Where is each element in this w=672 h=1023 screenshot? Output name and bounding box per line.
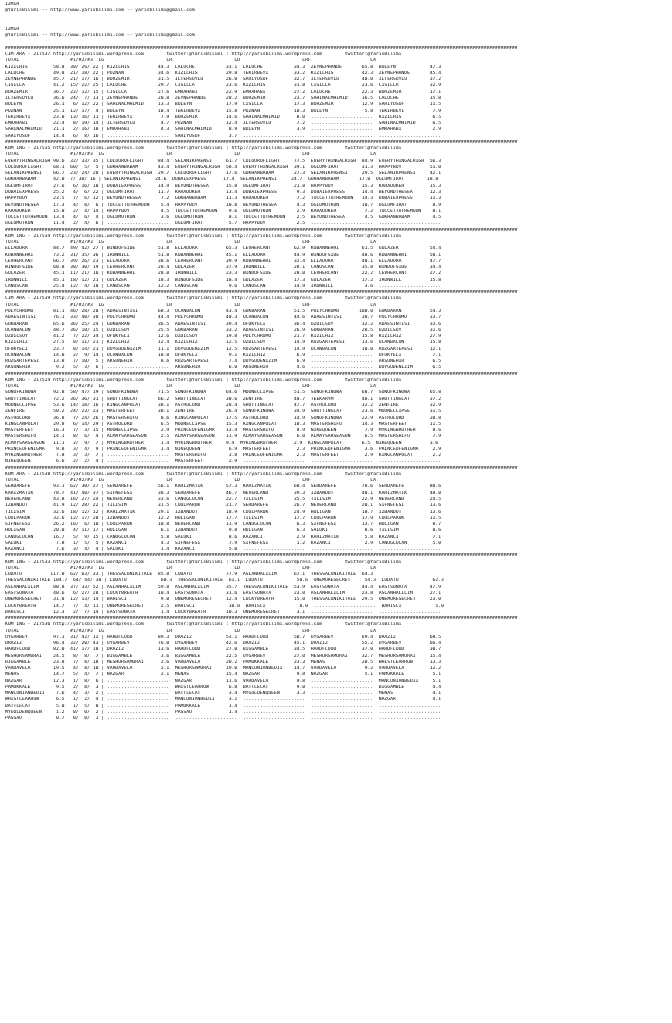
table-row: ILTERSOYLU 36.6 24/ 7/ 13 | ZEYNEPHANDE 20.8 ZEYNEPHANDE 20.2 BORZEMIR 23.7 SAHINALMHIMID 16.5 LALUCHE 15.8 — [5, 95, 442, 101]
table-row: TOCCETTOTHEMOON 13.4 4/ 6/ 4 | OGLUMUTKUN 3.6 OGLUMUTKUN 8.1 TOCCETTOTHEMOON 2.5 BEYONDTHESEA 4.5 GOKHANBABAM 4.5 — [5, 215, 442, 221]
race-header: KUM ING - 217533 http://yarisbilimi.wordpress.com twitter:@YarisBilimi : http://yarisbilimi.wordpress.com twitter:@YarisBilimi — [5, 559, 402, 565]
table-row: MOONECLIPSE 53.6 14/ 18/ 16 | KINGCANPOLAT 38.1 ASTROLORD 28.4 SHOTTINGCAT 47.7 ASTROLORD 32.2 ZENFIRE 32.9 — [5, 403, 442, 408]
table-row: SALUKI 7.8 1/ 5/ 5 | KAZANCI 4.3 SIFNEFESI 7.9 SIFNEFESI 1.2 KAZANCI 2.9 CANOGLUCAN 5.0 — [5, 540, 442, 546]
table-row: SAHINALMHIMID 21.1 2/ 16/ 10 | EMRAHABI 4.3 SAHINALMHIMID 8.9 BOLEYN 3.9 ...................... EMRAHABI 2.9 — [5, 127, 442, 133]
table-row: ONEMORESECRET 31.0 12/ 13/ 14 | BAHISCI 9.0 ONEMORESECRET 12.4 LUCKYBREATH 15.0 THESSALONIKITALE 29.5 ONEMORESECRET 23.0 — [5, 597, 442, 603]
column-header-row: TOTAL #1/#2/#3 LG LR LD LRF LA — [5, 58, 376, 64]
table-row: PAMUKKALE 9.5 2/ 8/ 3 | ...................... WHISTLEARROW 6.8 BATTLECAT 9.0 ...................... BIGGAMBLE 4.4 — [5, 684, 442, 690]
column-header-row: TOTAL #1/#2/#3 LG LR LD LRF LA — [5, 384, 376, 390]
column-header-row: TOTAL #1/#2/#3 LG LR LD LRF LA — [5, 240, 376, 246]
table-row: GOKBARAN 65.6 36/ 25/ 24 | GOKBARAN 36.5 ADAESINTISI 39.4 UFUKYELI 36.4 OZDILSOY 32.2 ADAESINTISI 33.6 — [5, 321, 442, 327]
table-row: WHISTLEARROW 6.5 1/ 2/ 4 | ...................... MANCUNIANBEDII 3.1 ...................... ...................... NAZGAR 4.1 — [5, 697, 442, 703]
table-row: DUBAIEXPRESS 25.2 4/ 6/ 22 | OGLUMFIRAT 11.7 KARADOKER 13.4 DUBAIEXPRESS 9.3 DUBAIEXPRESS 14.4 BEYONDTHESEA 12.3 — [5, 189, 442, 195]
section-divider: ##################################################################################################################################################################################### — [5, 616, 518, 622]
table-row: EVERYTHINGALRIGH 90.6 32/ 33/ 35 | COLOUROFLIGHT 84.4 SELANIKPRENSI 61.7 COLOUROFLIGHT 77.5 EVERYTHINGALRIGH 84.9 EVERYTHINGALRIGH 56.3 — [5, 158, 442, 164]
table-row: MANCUNIANBEDII 7.6 4/ 3/ 2 | ...................... BATTLECAT 3.4 MYGOLDENQUEEN 3.3 ...................... MENAS 4.1 — [5, 691, 442, 697]
table-row: BIGGAMBLE 23.8 7/ 8/ 18 | MESHURSAMURAI 2.6 VARDAVELA 20.2 PAMUKKALE 23.3 MENAS 20.5 WHISTLEARROW 13.3 — [5, 659, 442, 665]
table-row: MENAS 14.7 5/ 4/ 7 | NAZGAR 2.1 MENAS 15.4 NAZGAR 9.8 NAZGAR 5.1 PAMUKKALE 5.1 — [5, 672, 442, 678]
section-divider: ##################################################################################################################################################################################### — [5, 45, 518, 51]
section-divider: ##################################################################################################################################################################################### — [5, 290, 518, 296]
column-header-row: TOTAL #1/#2/#3 LG LR LD LRF LA — [5, 152, 376, 158]
table-row: MASTERSHIFU 14.1 8/ 6/ 4 | ALMAYSARSEASON 2.5 ALMAYSARSEASON 11.9 ALMAYSARSEASON 6.0 ALMAYSARSEASON 6.5 MASTERSHIFU 7.9 — [5, 434, 442, 440]
table-row: MASTERFEET 16.3 7/ 3/ 15 | MOONECLIPSE 2.9 PRINCEOFENIGMA 13.4 MASTERSHIFU 8.9 NIKEQUEEN 7.9 MYKINGBROTHER 8.6 — [5, 428, 442, 434]
section-divider: ##################################################################################################################################################################################### — [5, 553, 518, 559]
table-row: COLOUROFLIGHT 68.1 60/ 5/ 5 | GOKHANBABAM 43.4 EVERYTHINGALRIGH 58.4 EVERYTHINGALRIGH 39.1 OGLUMFIRAT 31.3 HAPPYBOY 51.0 — [5, 164, 442, 170]
table-row: KOBANNEHRI 73.2 31/ 35/ 36 | IRONWILL 51.8 KOBANNEHRI 45.1 ELLADORA 44.9 WINDOFSIDE 48.6 KOBANNEHRI 50.1 — [5, 252, 442, 258]
table-row: CISILLA 41.2 15/ 22/ 25 | LALUCHE 29.7 CISILLA 23.6 KIZILHIS 31.8 CISILLA 23.6 CISILLA 32.9 — [5, 83, 442, 89]
table-row: MYGOLDENQUEEN 1.2 0/ 0/ 2 | ...................... PASSAU 1.4 ...................... ...................... ...................... — [5, 710, 442, 716]
table-row: OGLUMFIRAT 27.6 6/ 16/ 10 | DUBAIEXPRESS 14.9 BEYONDTHESEA 15.8 OGLUMFIRAT 21.8 HAPPYBOY 15.3 KARADOKER 15.3 — [5, 183, 442, 189]
race-header: KUM ING - 217524 http://yarisbilimi.wordpress.com twitter:@YarisBilimi : http://yarisbilimi.wordpress.com twitter:@YarisBilimi — [5, 377, 402, 383]
table-row: SONOFKINOWA 92.8 58/ 47/ 19 | SONOFKINOWA 71.5 SONOFKINOWA 64.6 MOONECLIPSE 51.5 SONOFKINOWA 68.7 SONOFKINOWA 65.8 — [5, 390, 442, 396]
table-row: OGLUMUTKUN 11.4 2/ 4/ 6 | ...................... OGLUMFIRAT 5.7 HAPPYBOY 2.5 ...................... ...................... — [5, 221, 442, 227]
race-header: KUM ING - 217535 http://yarisbilimi.wordpress.com twitter:@YarisBilimi : http://yarisbilimi.wordpress.com twitter:@YarisBilimi — [5, 146, 402, 152]
table-row: NAZGAR 12.3 1/ 8/ 6 | ...................... NAZGAR 11.6 VARDAVELA 9.8 ...................... MANCUNIANBEDII 5.1 — [5, 678, 442, 684]
table-row: KIZILHIZ 27.5 8/ 11/ 21 | KIZILHIZ 12.4 KIZILHIZ 12.5 OZDILSOY 14.9 RUZGARTEPESI 13.6 UCANBALON 15.8 — [5, 340, 442, 346]
column-header-row: TOTAL #1/#2/#3 LG LR LD LRF LA — [5, 478, 376, 484]
table-row: IZBANDOT 41.9 12/ 28/ 22 | TILISIM 31.5 COOLPARUK 21.7 SERDAREFE 26.7 NEVERLAND 20.1 SIFNEFESI 13.6 — [5, 503, 442, 509]
table-row: BEYONDTHESEA 17.3 4/ 8/ 6 | TOCCETTOTHEMOON 5.4 HAPPYBOY 10.8 BEYONDTHESEA 4.3 OGLUMUTKUN 10.7 OGLUMFIRAT 8.9 — [5, 202, 442, 208]
table-row: BORZEMIR 36.7 22/ 12/ 15 | CISILLA 27.6 EMRAHABI 22.9 EMRAHABI 27.2 LALUCHE 22.3 BORZEMIR 17.1 — [5, 89, 442, 95]
city-title: IZMIR — [5, 27, 20, 33]
table-row: ELLADORA 84.7 49/ 42/ 27 | WINDOFSIDE 51.8 ELLADORA 65.3 CEVHERCANT 62.9 KOBANNEHRI 61.5 GULAZER 54.4 — [5, 246, 442, 252]
table-row: POZNAN 25.1 12/ 17/ 4 | BOLEYN 10.4 TEKIRBEYI 15.8 POZNAN 10.3 BOLEYN 5.8 TEKIRBEYI 7.9 — [5, 108, 442, 114]
column-header-row: TOTAL #1/#2/#3 LG LR LD LRF LA — [5, 628, 376, 634]
table-row: CANOGLUCAN 16.7 5/ 9/ 15 | CANOGLUCAN 5.8 SALUKI 8.6 KAZANCI 2.9 KARIZMATIK 5.8 KAZANCI 7.1 — [5, 534, 442, 540]
table-row: SHOTTINGCAT 72.2 36/ 36/ 31 | SHOTTINGCAT 66.2 SHOTTINGCAT 30.6 ZENFIRE 48.7 TEEKARYM 40.1 SHOTTINGCAT 37.2 — [5, 396, 442, 402]
column-header-row: TOTAL #1/#2/#3 LG LR LD LRF LA — [5, 302, 376, 308]
table-row: ADAESINTISI 76.1 33/ 40/ 30 | POLYCHROMO 44.4 POLYCHROMO 40.3 UCANBALON 44.6 ADAESINTISI 38.7 POLYCHROMO 33.7 — [5, 315, 442, 321]
table-row: WINDOFSIDE 60.8 30/ 30/ 19 | CEVHERCANT 28.4 GULAZER 37.9 IRONWILL 28.1 CANOSCAN 35.8 WINDOFSIDE 34.4 — [5, 265, 442, 271]
table-row: SIFNEFESI 26.2 16/ 6/ 10 | COOLPARUK 10.8 NEVERLAND 11.9 CANOGLUCAN 6.3 SIFNEFESI 13.7 HOLIGAN 8.7 — [5, 522, 442, 528]
table-row: GULAZER 45.1 11/ 21/ 16 | KOBANNEHRI 28.0 IRONWILL 23.3 WINDOFSIDE 28.0 CEVHERCANT 22.2 CEVHERCANT 27.2 — [5, 271, 442, 277]
table-row: ASLANHALILIM 80.8 37/ 33/ 52 | ASLANHALILIM 59.8 ASLANHALILIM 35.7 THESSALONIKITALE 53.9 EASTSONATA 44.4 EASTSONATA 47.9 — [5, 584, 442, 590]
table-row: SERDAREFE 93.1 62/ 30/ 27 | SERDAREFE 56.1 KARIZMATIK 57.3 KARIZMATIK 68.4 SERDAREFE 78.6 SERDAREFE 88.6 — [5, 484, 442, 490]
table-row: IRONWILL 45.1 18/ 12/ 21 | GULAZER 18.3 WINDOFSIDE 18.4 GULAZER 17.3 GULAZER 17.2 IRONWILL 15.8 — [5, 277, 442, 283]
table-row: PASSAU 0.7 0/ 0/ 1 | ...................... ...................... ...................... ...................... ...................... — [5, 716, 442, 722]
table-row: THESSALONIKITALE 104.7 64/ 44/ 38 | LODATO 60.3 THESSALONIKITALE 61.1 LODATO 58.6 ONEMORESECRET 54.3 LODATO 62.3 — [5, 578, 444, 584]
table-row: NIKEQUEEN 6.6 2/ 2/ 4 | ...................... MASTERFEET 2.9 ...................... ...................... ...................... — [5, 459, 442, 465]
table-row: CEVHERCANT 66.7 39/ 26/ 23 | ELLADORA 38.6 CEVHERCANT 39.9 KOBANNEHRI 32.4 ELLADORA 40.1 ELLADORA 47.7 — [5, 258, 442, 264]
table-row: POLYCHROMO 81.1 46/ 28/ 20 | ADAESINTISI 68.3 UCANBALON 43.4 GOKBARAN 51.5 POLYCHROMO 100.0 GOKBARAN 54.3 — [5, 309, 442, 315]
table-row: LODATO 117.0 62/ 63/ 33 | THESSALONIKITALE 85.8 LODATO 77.9 ASLANHALILIM 67.1 THESSALONIKITALE 64.3 — [5, 572, 374, 578]
section-divider: ##################################################################################################################################################################################### — [5, 371, 518, 377]
table-row: MESHURSAMURAI 24.5 8/ 8/ 7 | BIGGAMBLE 3.6 BIGGAMBLE 22.5 UYGARBEY 27.0 MESHURSAMURAI 32.7 MESHURSAMURAI 15.4 — [5, 653, 442, 659]
race-header: KUM ING - 217534 http://yarisbilimi.wordpress.com twitter:@YarisBilimi : http://yarisbilimi.wordpress.com twitter:@YarisBilimi — [5, 233, 402, 239]
section-divider: ##################################################################################################################################################################################### — [5, 465, 518, 471]
table-row: DRAZIZ 96.4 32/ 20/ 43 | UYGARBEY 76.0 UYGARBEY 42.6 DRAZIZ 45.1 DRAZIZ 55.2 UYGARBEY 66.4 — [5, 641, 442, 647]
table-row: KARADOKER 15.0 2/ 4/ 14 | HAPPYBOY 4.5 TOCCETTOTHEMOON 9.6 OGLUMUTKUN 2.9 KARADOKER 7.2 TOCCETTOTHEMOON 8.1 — [5, 208, 442, 214]
site-credit: @YarisBilimi -- http://www.yarisbilimi.com -- yarisbilimi@gmail.com — [5, 33, 195, 39]
table-row: PRINCEOFENIGMA 9.8 3/ 4/ 9 | PRINCEOFENIGMA 1.4 NIKEQUEEN 6.9 MASTERFEET 2.3 PRINCEOFENIGMA 3.6 PRINCEOFENIGMA 2.9 — [5, 446, 442, 452]
table-row: VARDAVELA 19.5 4/ 8/ 10 | VARDAVELA 2.1 MESHURSAMURAI 19.0 MANCUNIANBEDII 14.7 VARDAVELA 9.2 VARDAVELA 12.2 — [5, 666, 442, 672]
column-header-row: TOTAL #1/#2/#3 LG LR LD LRF LA — [5, 565, 376, 571]
table-row: EASTSONATA 40.6 6/ 27/ 28 | LUCKYBREATH 10.4 EASTSONATA 31.6 EASTSONATA 23.0 ASLANHALILIM 23.8 ASLANHALILIM 27.1 — [5, 590, 442, 596]
table-row: LUCKYBREATH 14.7 7/ 4/ 11 | ONEMORESECRET 2.5 BAHISCI 10.8 BAHISCI 8.0 ...................... BAHISCI 5.0 — [5, 603, 444, 609]
table-row: ZEYNEPHANDE 45.7 21/ 17/ 16 | BORZEMIR 31.5 ILTERSOYLU 26.0 SARIYUSUF 32.7 ILTERSOYLU 40.0 ILTERSOYLU 37.2 — [5, 77, 442, 83]
table-row: TEKIRBEYI 23.0 13/ 16/ 11 | TEKIRBEYI 7.9 BORZEMIR 14.6 SAHINALMHIMID 8.0 ...................... KIZILHIS 6.5 — [5, 114, 442, 120]
table-row: UCANBALON 48.7 36/ 18/ 15 | OZDILSOY 25.5 GOKBARAN 33.2 ADAESINTISI 26.9 GOKBARAN 28.5 OZDILSOY 31.6 — [5, 327, 442, 333]
city-title: IZMIR — [5, 2, 20, 7]
table-row: LALUCHE 49.8 21/ 18/ 22 | POZNAN 34.6 KIZILHIS 29.8 TEKIRBEYI 33.2 KIZILHIS 42.3 ZEYNEPHANDE 45.4 — [5, 70, 442, 76]
table-row: UFUKYELI 23.7 8/ 14/ 21 | DUYGUDENIZIM 11.1 DUYGUDENIZIM 12.5 RUZGARTEPESI 14.9 UCANBALON 10.0 RUZGARTEPESI 12.1 — [5, 346, 442, 352]
table-row: BOLEYN 26.1 6/ 12/ 22 | SAHINALMHIMID 13.3 BOLEYN 17.9 CISILLA 17.3 BORZEMIR 12.9 SARIYUSUF 11.5 — [5, 102, 442, 108]
site-credit: @YarisBilimi -- http://www.yarisbilimi.com -- yarisbilimi@gmail.com — [5, 8, 195, 14]
table-row: HOLIGAN 20.0 4/ 11/ 17 | HOLIGAN 6.1 IZBANDOT 9.8 HOLIGAN 6.3 SALUKI 8.6 TILISIM 8.6 — [5, 528, 442, 534]
table-row: EMRAHABI 22.4 8/ 19/ 14 | ILTERSOYLU 4.7 POZNAN 12.4 ILTERSOYLU 7.2 ...................... SAHINALMHIMID 6.5 — [5, 121, 442, 127]
table-row: ZENFIRE 50.2 24/ 23/ 23 | MASTERFEET 30.1 ZENFIRE 26.4 SONOFKINOWA 34.9 SHOTTINGCAT 23.6 MOONECLIPSE 31.5 — [5, 409, 442, 415]
table-row: GOKHANBABAM 42.0 7/ 30/ 16 | SELANIKPRENSI 24.6 DUBAIEXPRESS 17.4 SELANIKPRENSI 24.7 GOKHANBABAM 17.0 OGLUMFIRAT 18.8 — [5, 177, 439, 183]
table-row: OZDILSOY 41.2 7/ 22/ 34 | UFUKYELI 12.6 OZDILSOY 19.8 POLYCHROMO 21.7 KIZILHIZ 15.8 KIZILHIZ 27.9 — [5, 334, 442, 340]
table-row: RUZGARTEPESI 13.8 7/ 10/ 5 | AKSUNEHIR 8.6 RUZGARTEPESI 7.4 DUYGUDENIZIM 6.9 ...................... AKSUNEHIR 6.5 — [5, 359, 442, 365]
table-row: KAZANCI 7.6 3/ 4/ 4 | SALUKI 1.4 KAZANCI 5.0 ...................... ...................... ...................... — [5, 547, 442, 553]
race-header: KUM ING - 217536 http://yarisbilimi.wordpress.com twitter:@YarisBilimi : http://yarisbilimi.wordpress.com twitter:@YarisBilimi — [5, 622, 402, 628]
table-row: UCANBALON 14.0 2/ 9/ 14 | UCANBALON 10.0 UFUKYELI 9.1 KIZILHIZ 6.9 ...................... UFUKYELI 7.1 — [5, 352, 442, 358]
table-row: SARIYUSUF 14.4 6/ 8/ 16 | ...................... SARIYUSUF 3.7 ...................... ...................... ...................... — [5, 133, 442, 139]
table-row: KIZILHIS 58.8 30/ 26/ 22 | KIZILHIS 44.3 LALUCHE 33.1 LALUCHE 34.3 ZEYNEPHANDE 65.8 BOLEYN 47.3 — [5, 64, 442, 70]
table-row: MYKINGBROTHER 7.8 3/ 3/ 7 | ...................... MASTERSHIFU 3.8 PRINCEOFENIGMA 2.3 MASTERFEET 2.9 KINGCANPOLAT 2.2 — [5, 453, 442, 459]
race-header: KUM ARA - 217538 http://yarisbilimi.wordpress.com twitter:@YarisBilimi : http://yarisbilimi.wordpress.com twitter:@YarisBilimi — [5, 471, 402, 477]
race-header: CIM ARA - 217539 http://yarisbilimi.wordpress.com twitter:@YarisBilimi : http://yarisbilimi.wordpress.com twitter:@YarisBilimi — [5, 296, 402, 302]
table-row: KINGCANPOLAT 29.8 6/ 14/ 29 | ASTROLORD 6.5 MOONECLIPSE 15.3 KINGCANPOLAT 10.3 MASTERSHIFU 14.3 MASTERFEET 11.5 — [5, 421, 442, 427]
table-row: TILISIM 32.6 18/ 12/ 12 | KARIZMATIK 29.1 IZBANDOT 18.9 COOLPARUK 24.9 HOLIGAN 18.7 IZBANDOT 13.6 — [5, 509, 442, 515]
table-row: CANOSCAN 25.4 12/ 4/ 18 | CANOSCAN 12.2 CANOSCAN 9.6 CANOSCAN 14.9 IRONWILL 3.6 ...................... — [5, 283, 442, 289]
table-row: COOLPARUK 32.6 12/ 17/ 20 | IZBANDOT 12.2 HOLIGAN 17.7 TILISIM 17.7 COOLPARUK 17.9 COOLPARUK 11.5 — [5, 515, 442, 521]
table-row: HAPPYBOY 23.5 7/ 6/ 12 | BEYONDTHESEA 7.2 GOKHANBABAM 11.3 KARADOKER 7.2 TOCCETTOTHEMOON 14.3 DUBAIEXPRESS 11.3 — [5, 196, 442, 202]
table-row: BATTLECAT 5.0 1/ 5/ 0 | ...................... PAMUKKALE 1.4 ...................... ...................... ...................... — [5, 703, 442, 709]
table-row: HARDFLOOD 82.0 41/ 17/ 18 | DRAZIZ 13.6 HARDFLOOD 27.0 BIGGAMBLE 34.5 HARDFLOOD 37.0 HARDFLOOD 30.7 — [5, 647, 442, 653]
race-header: CIM ARA - 217537 http://yarisbilimi.wordpress.com twitter:@YarisBilimi : http://yarisbilimi.wordpress.com twitter:@YarisBilimi — [5, 52, 402, 58]
table-row: NEVERLAND 43.8 16/ 27/ 24 | NEVERLAND 33.6 CANOGLUCAN 22.7 TILISIM 35.5 TILISIM 22.9 NEVERLAND 24.5 — [5, 496, 442, 502]
table-row: AKSUNEHIR 9.2 5/ 3/ 6 | ...................... AKSUNEHIR 6.0 AKSUNEHIR 4.6 ...................... DUYGUDENIZIM 6.5 — [5, 365, 442, 371]
table-row: ASTROLORD 36.8 7/ 24/ 26 | MASTERSHIFU 8.6 KINGCANPOLAT 17.5 ASTROLORD 14.9 SONOFKINOWA 22.9 ASTROLORD 20.8 — [5, 415, 442, 421]
section-divider: ##################################################################################################################################################################################### — [5, 227, 518, 233]
table-row: ALMAYSARSEASON 11.1 2/ 9/ 7 | MYKINGBROTHER 1.4 MYKINGBROTHER 9.4 MYKINGBROTHER 2.9 KINGCANPOLAT 6.5 NIKEQUEEN 3.6 — [5, 440, 439, 446]
table-row: KARIZMATIK 78.7 41/ 40/ 37 | SIFNEFESI 38.3 SERDAREFE 46.7 NEVERLAND 39.3 IZBANDOT 40.1 KARIZMATIK 48.0 — [5, 490, 442, 496]
table-row: BAHISCI 12.3 2/ 7/ 14 | EASTSONATA 1.4 LUCKYBREATH 10.3 ONEMORESECRET 3.1 ...................... ...................... — [5, 609, 442, 615]
section-divider: ##################################################################################################################################################################################### — [5, 139, 518, 145]
table-row: SELANIKPRENSI 66.7 23/ 24/ 20 | EVERYTHINGALRIGH 29.7 COLOUROFLIGHT 17.6 GOKHANBABAM 27.3 SELANIKPRENSI 29.5 SELANIKPRENSI 42.1 — [5, 171, 442, 177]
table-row: UYGARBEY 97.1 31/ 42/ 12 | HARDFLOOD 89.3 DRAZIZ 53.1 HARDFLOOD 50.7 UYGARBEY 69.4 DRAZIZ 68.5 — [5, 634, 442, 640]
